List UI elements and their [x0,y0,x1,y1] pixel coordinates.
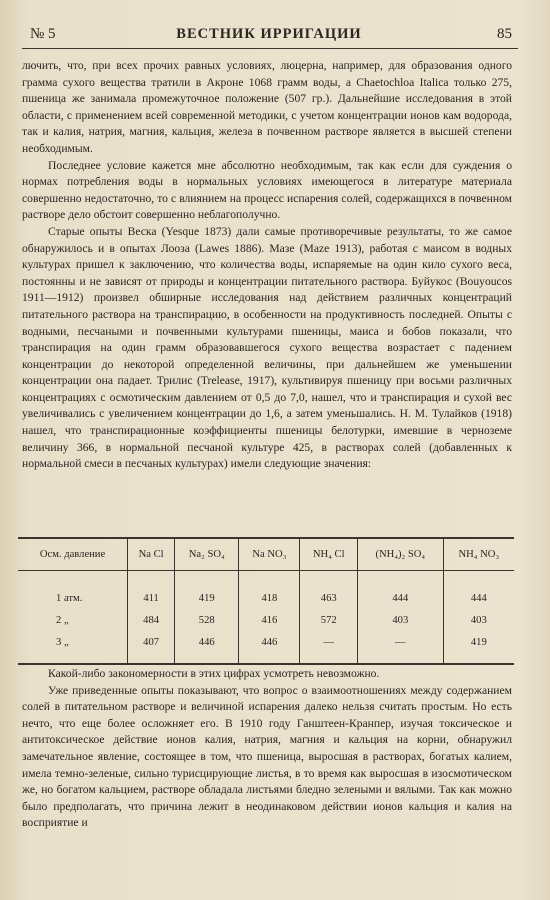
table-cell: 411 [128,571,175,610]
table-cell: 444 [357,571,443,610]
table-cell: 444 [443,571,514,610]
table-cell: 403 [443,609,514,631]
table-cell: 484 [128,609,175,631]
table-cell: 2 „ [56,614,69,626]
table-header-row [18,538,514,571]
column-header: NH₄ NO₃ [443,538,514,571]
journal-title: ВЕСТНИК ИРРИГАЦИИ [176,26,362,42]
table-cell: 446 [175,631,239,664]
table-row [18,609,514,631]
paragraph: Уже приведенные опыты показывают, что вопрос о взаимоотношениях между содержанием солей в питательном растворе и величиной испарения далеко нельзя считать простым. Но есть нечто, что еще более осложняет его. В 1910 году Ганштеен-Кранпер, изучая токсическое и антитоксическое действие ионов калия, натрия, магния и кальция на корни, обнаружил замечательное явление, состоящее в том, что пшеница, выросшая в растворах, богатых калием, имела темно-зеленые, сильно турисцирующие листья, в то время как выросшая в изосмотическом же, но богатом кальцием, растворе обладала листьями бледно зелеными и вялыми. Так как можно было предполагать, что причина лежит в неодинаковом действии ионов кальция и калия на восприятие и [22,683,512,830]
column-header: (NH₄)₂ SO₄ [357,538,443,571]
transpiration-table [18,537,514,665]
issue-number: № 5 [30,26,56,42]
data-table-wrapper [18,537,514,665]
column-header: Na₂ SO₄ [175,538,239,571]
table-cell: 572 [300,609,357,631]
table-cell: 1 атм. [56,592,83,604]
table-cell: 446 [239,631,300,664]
table-cell: 528 [175,609,239,631]
table-row [18,571,514,610]
table-row [18,631,514,664]
paragraph: лючить, что, при всех прочих равных условиях, люцерна, например, для образования одного грамма сухого вещества тратили в Акроне 1068 грамм воды, а Chaetochloa Italica только 275, пшеница же занимала промежуточное положение (507 гр.). Дальнейшие исследования в этой области, с применением всей современной методики, с учетом концентрации ионов кам водорода, так и калия, натрия, магния, кальция, железа в почвенном растворе является в высшей степени необходимым. [22,59,512,155]
column-header: NH₄ Cl [300,538,357,571]
page-number: 85 [497,26,512,42]
paragraph: Старые опыты Веска (Yesque 1873) дали самые противоречивые результаты, то же самое обнаружилось и в опытах Лооза (Lawes 1886). Мазе (Maze 1913), работая с маисом в водных культурах пришел к заключению, что количества воды, испаряемые на один кило сухого веса, постоянны и не зависят от природы и концентрации питательного раствора. Буйукос (Bouyoucos 1911—1912) произвел обширные исследования над действием различных концентраций питательного раствора на транспирацию, в особенности на продуктивность последней. Опыты с водными, песчаными и почвенными культурами пшеницы, маиса и бобов показали, что транспирация на один грамм образовавшегося сухого вещества возрастает с падением концентрации до некоторой определенной величины, при дальнейшем же уменьшении концентрации она падает. Трилис (Trelease, 1917), культивируя пшеницу при восьми различных концентрациях с осмотическим давлением от 0,5 до 7,0, нашел, что и транспирация и сухой вес увеличивались с увеличением концентрации до 1,6, а затем уменьшались. Н. М. Тулайков (1918) нашел, что транспирационные коэффициенты пшеницы белотурки, имевшие в черноземе величину 366, в нормальной песчаной культуре 425, в растворах солей (добавленных к нормальной смеси в песчаных культурах) имели следующие значения: [22,224,512,471]
body-text-bottom [22,666,512,832]
column-header: Na NO₃ [239,538,300,571]
table-cell: 419 [175,571,239,610]
table-cell: 407 [128,631,175,664]
header-rule [22,48,518,49]
table-cell: — [357,631,443,664]
paragraph: Последнее условие кажется мне абсолютно необходимым, так как если для суждения о нормах потребления воды в нормальных условиях имеющегося в литературе материала совершенно недостаточно, то с влиянием на процесс испарения солей, содержащихся в почвенном растворе дело обстоит совершенно неблагополучно. [22,158,512,222]
body-text-top [22,58,512,473]
table-cell: 416 [239,609,300,631]
column-header: Осм. давление [18,538,128,571]
running-header [26,20,512,46]
table-cell: 403 [357,609,443,631]
table-cell: 418 [239,571,300,610]
paragraph: Какой-либо закономерности в этих цифрах усмотреть невозможно. [48,667,380,680]
table-cell: 3 „ [56,636,69,648]
table-cell: — [300,631,357,664]
table-cell: 419 [443,631,514,664]
table-cell: 463 [300,571,357,610]
column-header: Na Cl [128,538,175,571]
